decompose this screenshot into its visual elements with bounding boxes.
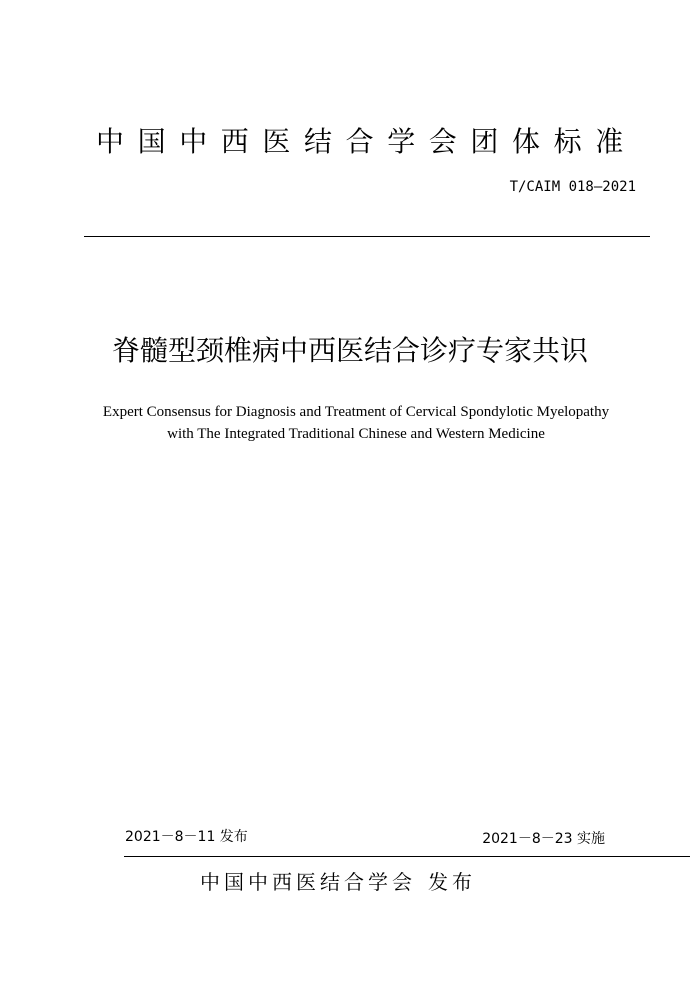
effective-date: 2021－8－23 实施 bbox=[482, 831, 605, 847]
bottom-divider bbox=[124, 856, 690, 857]
top-divider bbox=[84, 236, 650, 237]
publisher-line bbox=[200, 872, 476, 892]
document-title-chinese: 脊髓型颈椎病中西医结合诊疗专家共识 bbox=[111, 334, 588, 367]
standard-code: T/CAIM 018—2021 bbox=[509, 179, 636, 195]
publisher-name: 中国中西医结合学会 bbox=[200, 870, 416, 894]
english-title-line-1: Expert Consensus for Diagnosis and Treatment of Cervical Spondylotic Myelopathy bbox=[102, 404, 610, 420]
organization-standard-header: 中国中西医结合学会团体标准 bbox=[96, 125, 637, 158]
publish-date: 2021－8－11 发布 bbox=[125, 829, 248, 845]
document-title-english bbox=[0, 401, 700, 445]
english-title-line-2: with The Integrated Traditional Chinese and Western Medicine bbox=[167, 426, 545, 442]
publish-label: 发布 bbox=[428, 870, 476, 894]
